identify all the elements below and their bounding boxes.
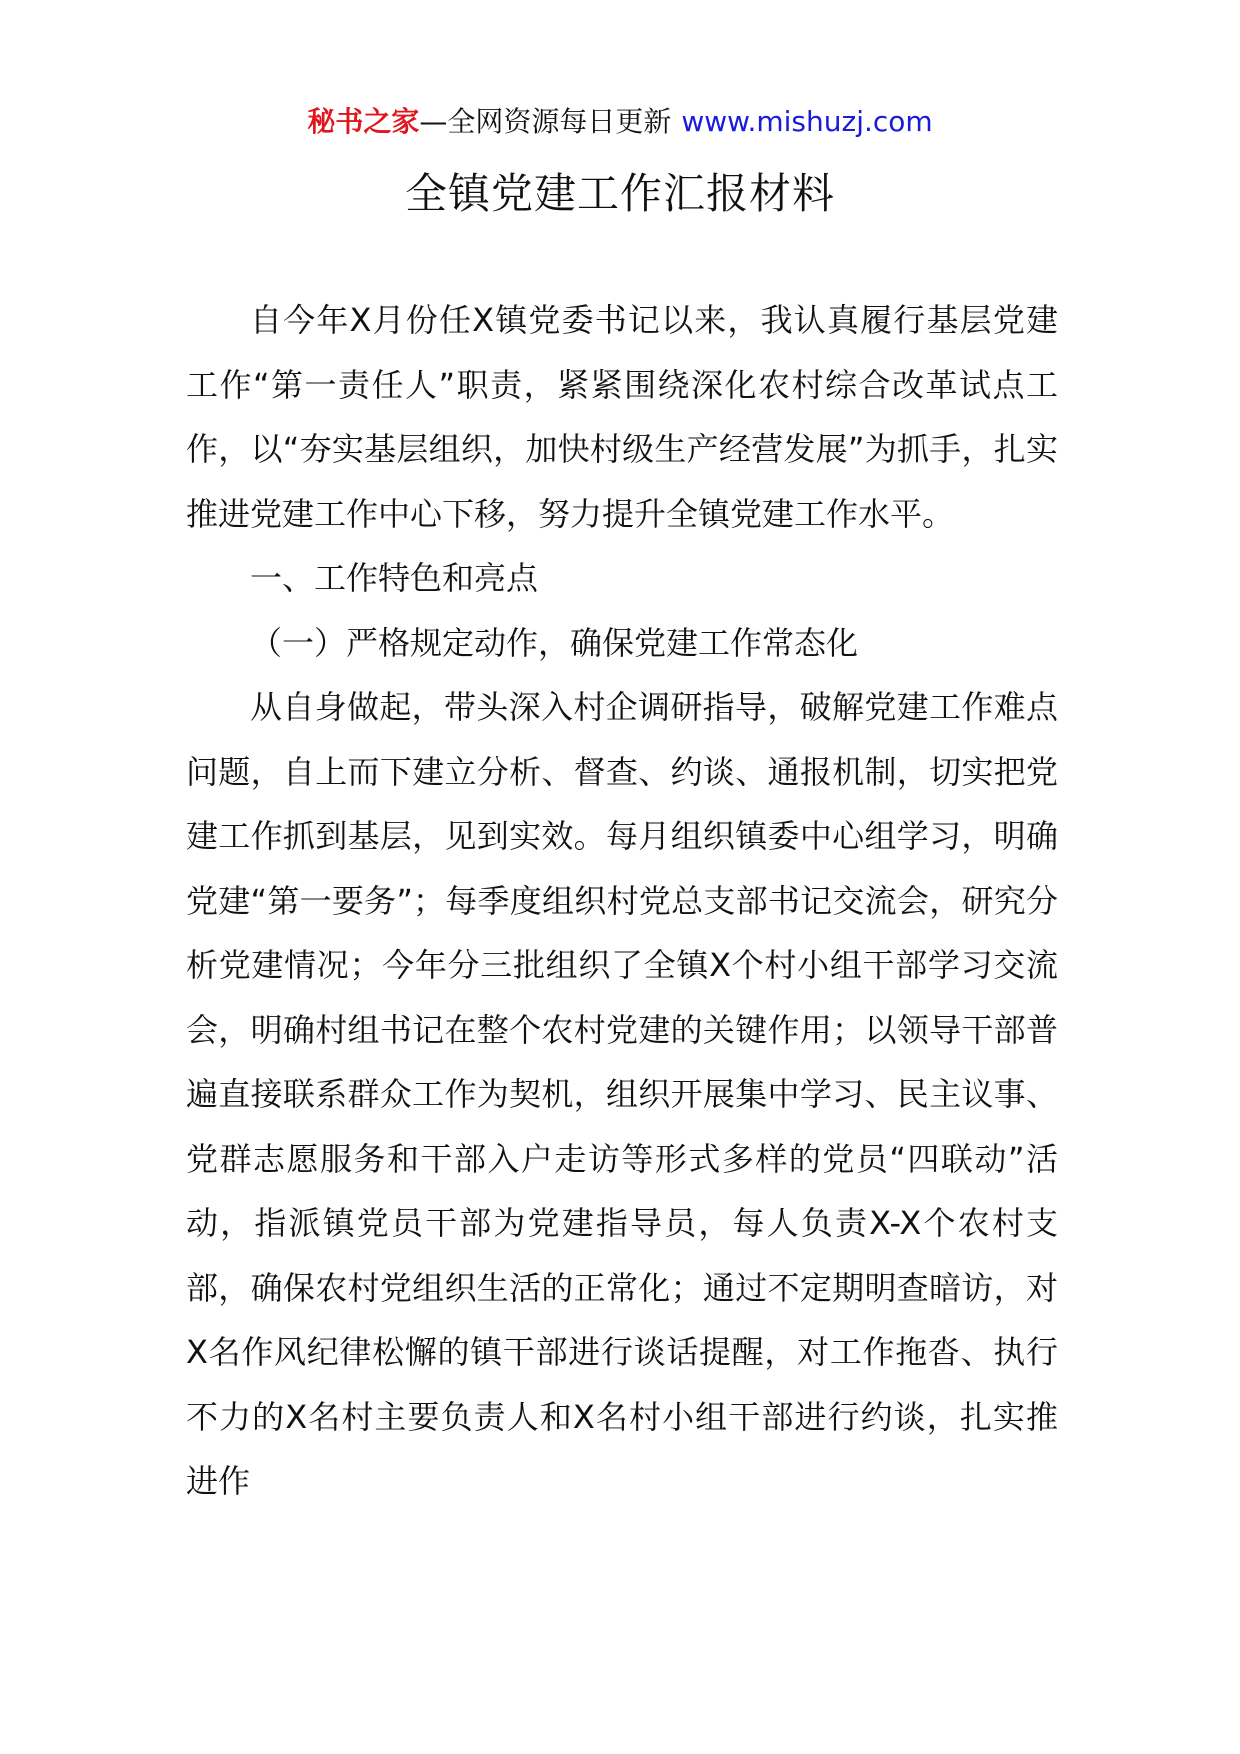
site-url-link[interactable]: www.mishuzj.com [681,105,933,138]
body-paragraph: 从自身做起，带头深入村企调研指导，破解党建工作难点问题，自上而下建立分析、督查、约谈、通报机制，切实把党建工作抓到基层，见到实效。每月组织镇委中心组学习，明确党建“第一要务”；每季度组织村党总支部书记交流会，研究分析党建情况；今年分三批组织了全镇X个村小组干部学习交流会，明确村组书记在整个农村党建的关键作用；以领导干部普遍直接联系群众工作为契机，组织开展集中学习、民主议事、党群志愿服务和干部入户走访等形式多样的党员“四联动”活动，指派镇党员干部为党建指导员，每人负责X-X个农村支部，确保农村党组织生活的正常化；通过不定期明查暗访，对X名作风纪律松懈的镇干部进行谈话提醒，对工作拖沓、执行不力的X名村主要负责人和X名村小组干部进行约谈，扎实推进作 [186,688,1058,1500]
section-heading: 一、工作特色和亮点 [250,559,539,597]
site-banner [0,102,1240,142]
document-body [186,288,1058,1514]
document-title: 全镇党建工作汇报材料 [404,169,835,218]
intro-paragraph: 自今年X月份任X镇党委书记以来，我认真履行基层党建工作“第一责任人”职责，紧紧围绕深化农村综合改革试点工作，以“夯实基层组织，加快村级生产经营发展”为抓手，扎实推进党建工作中心下移，努力提升全镇党建工作水平。 [186,301,1058,533]
brand-name: 秘书之家 [307,105,420,138]
site-slogan: —全网资源每日更新 [419,105,672,138]
subsection-heading: （一）严格规定动作，确保党建工作常态化 [250,623,859,662]
